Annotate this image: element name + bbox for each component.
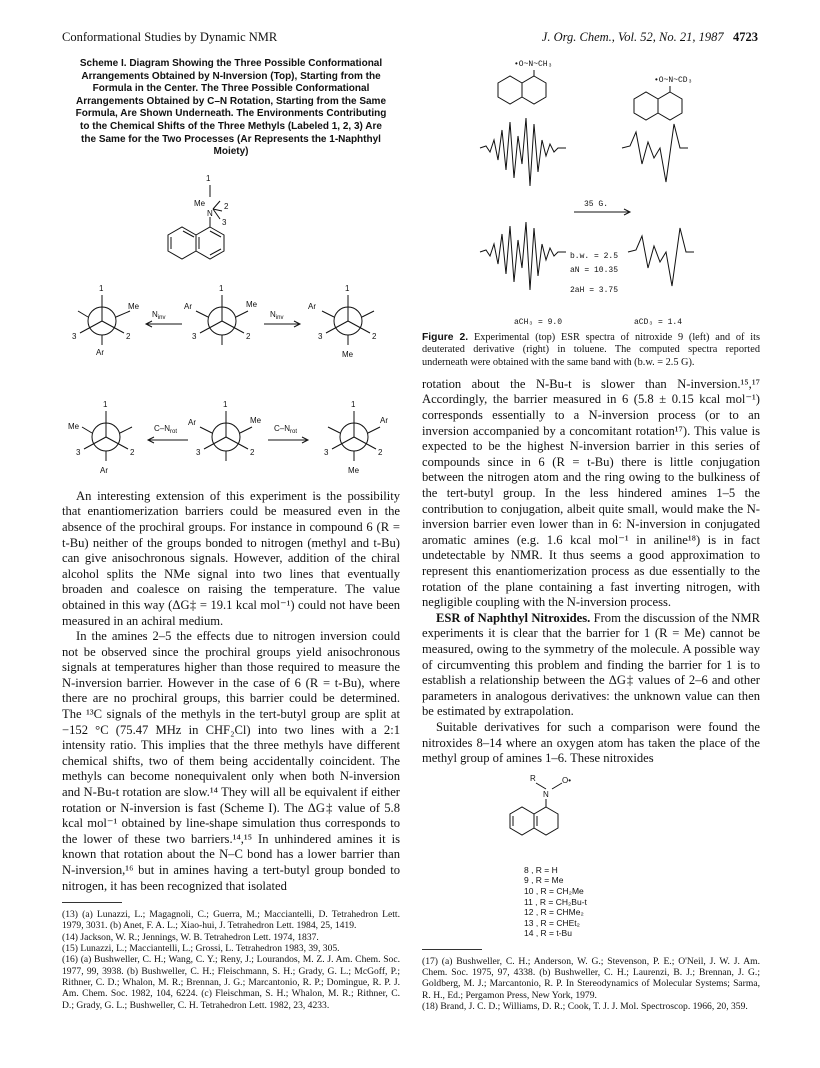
spectrum-calc-cd3 [628, 228, 694, 286]
label-1: 1 [206, 173, 211, 183]
figure-caption [422, 332, 760, 369]
spectrum-exp-cd3 [622, 124, 688, 182]
newman-1-label-me: Me [128, 301, 140, 311]
newman-5-label-me: Me [250, 415, 262, 425]
compound-11: 11 , R = CH₂Bu-t [524, 896, 587, 907]
page-number: 4723 [733, 30, 758, 44]
scale-label: 35 G. [584, 200, 609, 209]
running-header-title: Conformational Studies by Dynamic NMR [62, 30, 278, 44]
compound-10: 10 , R = CH₂Me [524, 885, 584, 896]
scheme-title: Scheme I. Diagram Showing the Three Possible Conformational Arrangements Obtained by N-Inversion (Top), Starting from the Formula in the Center. The Three Possible Conformational Arrangements Obtained by C–N Rotation, Starting from the Same Formula, Are Shown Underneath. The Environments Contributing to the Chemical Shifts of the Three Methyls (Labeled 1, 2, 3) Are the Same for the Two Processes (Ar Represents the 1-Naphthyl Moiety) [75, 58, 387, 158]
newman-3-label-1: 1 [345, 283, 350, 293]
structure-n-label: N [543, 789, 549, 799]
newman-2-label-me: Me [246, 299, 258, 309]
newman-6-label-2: 2 [378, 447, 383, 457]
newman-row-inversion [72, 284, 377, 359]
newman-1-label-ar: Ar [96, 347, 104, 357]
figure-caption-text: Experimental (top) ESR spectra of nitroxide 9 (left) and of its deuterated derivative (right) in toluene. The computed spectra reported underneath were obtained with the same band with (b.w. = 2.5 G). [422, 332, 761, 368]
arrow-label-cnrot-2: $C-N_{rot}$ [274, 423, 298, 435]
newman-1-label-3: 3 [72, 331, 77, 341]
arrow-label-ninv-1: $N_{inv}$ [152, 309, 166, 321]
right-body-text [422, 377, 760, 767]
compound-9: 9 , R = Me [524, 875, 564, 886]
footnote-17: (17) (a) Bushweller, C. H.; Anderson, W. G.; Stevenson, P. E.; O'Neil, J. W. J. Am. Chem. Soc. 1975, 97, 4338. (b) Bushweller, C. H.; Laurenzi, B. J.; Brennan, J. G.; Goldberg, M. J.; Marcantonio, R. P. In Stereodynamics of Molecular Systems; Sarma, R. H., Ed.; Pergamon Press, New York, 1979. [422, 955, 760, 1001]
compound-list [524, 865, 760, 939]
newman-4-label-2: 2 [130, 447, 135, 457]
newman-2-label-ar: Ar [184, 301, 192, 311]
nitroxide-ch3-label: •O~N~CH₃ [514, 60, 553, 69]
structure-r-label: R [530, 773, 536, 783]
spectrum-exp-ch3 [480, 118, 566, 186]
footnote-16: (16) (a) Bushweller, C. H.; Wang, C. Y.; Reny, J.; Lourandos, M. Z. J. Am. Chem. Soc. 1977, 99, 3938. (b) Bushweller, C. H.; Fleischmann, S. H.; Grady, G. L.; McGoff, P.; Rithner, C. D.; Whalon, M. R.; Brennan, J. G.; Marcantonio, R. P.; Domingue, R. P. J. Am. Chem. Soc. 1982, 104, 6224. (c) Fleischman, S. H.; Whalon, M. R.; Rithner, C. D.; Grady, G. L.; Bushweller, C. H. Tetrahedron Lett. 1982, 23, 4233. [62, 954, 400, 1011]
newman-5-label-3: 3 [196, 447, 201, 457]
paragraph-esr-text: From the discussion of the NMR experiments it is clear that the barrier for 1 (R = Me) cannot be measured, owing to the symmetry of the molecule. A possible way of circumventing this problem and finding the barrier for 1 is to establish a relationship between the ΔG‡ values of 2–6 and other parameters in analogous derivatives: the unknown value can then be estimated by extrapolation. [422, 610, 760, 719]
scheme-diagram [62, 161, 400, 481]
right-column [422, 52, 760, 1012]
figure-caption-label: Figure 2. [422, 332, 469, 343]
arrow-label-ninv-2: $N_{inv}$ [270, 309, 284, 321]
newman-3-label-ar: Ar [308, 301, 316, 311]
paragraph-rotation: rotation about the N-Bu-t is slower than N-inversion.¹⁵,¹⁷ Accordingly, the barrier measured in 6 (5.8 ± 0.15 kcal mol⁻¹) corresponds essentially to a N-inversion process (or to an inversion accompanied by a concomitant rotation¹⁷). This value is expected to be the highest N-inversion barrier in this series of compounds since in 6 (R = t-Bu) there is little conjugation between the nitrogen atom and the ring owing to the bulkiness of the tert-butyl group. In the less hindered amines 1–5 the contribution to conjugation, albeit quite small, would make the N-inversion barrier even lower than in 6: N-inversion in conjugated aromatic amines (e.g. 1.6 kcal mol⁻¹ in aniline¹⁸) is in fact undetectable by NMR. It thus seems a good approximation to represent this enantiomerization process as due essentially to the rotation of the plane containing a fast inverting nitrogen, with negligible coupling with the N-inversion process. [422, 376, 760, 610]
structure-o-label: O• [562, 775, 572, 785]
footnote-14: (14) Jackson, W. R.; Jennings, W. B. Tetrahedron Lett. 1974, 1837. [62, 931, 319, 943]
label-3: 3 [222, 217, 227, 227]
esr-spectra-figure [422, 52, 760, 332]
label-n: N [207, 208, 213, 218]
paragraph-nitroxides: Suitable derivatives for such a comparison were found the nitroxides 8–14 where an oxygen atom has taken the place of the methyl group of amines 1–6. These nitroxides [422, 719, 760, 766]
label-2: 2 [224, 201, 229, 211]
newman-4-label-3: 3 [76, 447, 81, 457]
arrow-label-cnrot-1: $C-N_{rot}$ [154, 423, 178, 435]
param-aCH3: aCH₃ = 9.0 [514, 318, 563, 327]
compound-13: 13 , R = CHEt₂ [524, 917, 580, 928]
newman-6-label-ar: Ar [380, 415, 388, 425]
paragraph-esr [422, 611, 760, 720]
param-bandwidth: b.w. = 2.5 [570, 252, 619, 261]
footnote-rule-right [422, 949, 482, 950]
newman-5-label-2: 2 [250, 447, 255, 457]
newman-1-label-2: 2 [126, 331, 131, 341]
footnote-13: (13) (a) Lunazzi, L.; Magagnoli, C.; Guerra, M.; Macciantelli, D. Tetrahedron Lett. 1979, 3031. (b) Anet, F. A. L.; Xiao-hui, J. Tetrahedron Lett. 1984, 25, 1419. [62, 909, 400, 932]
compound-8: 8 , R = H [524, 864, 558, 875]
newman-3-label-me: Me [342, 349, 354, 359]
newman-5-label-1: 1 [223, 399, 228, 409]
paragraph-amines-inversion: In the amines 2–5 the effects due to nitrogen inversion could not be observed since the prochiral groups yield anisochronous signals at temperatures higher than those required to measure the N-inversion barrier. However in the case of 6 (R = t-Bu), where there are no prochiral groups, this barrier could be determined. The ¹³C signals of the methyls in the tert-butyl group are split at −152 °C (75.47 MHz in CHF₂Cl) into two lines with a 2:1 intensity ratio. This implies that the three methyls have different chemical shifts, two of them being accidentally coincident. The methyls can become nonequivalent only when both N-inversion and N-Bu-t rotation are slow.¹⁴ They will all be equivalent if either rotation or N-inversion is fast (Scheme I). The ΔG‡ value of 5.8 kcal mol⁻¹ obtained by line-shape simulation thus corresponds to the lower of these two barriers.¹⁴,¹⁵ In unhindered amines it is known that rotation about the N–C bond has a lower barrier than N-inversion,¹⁶ but in amines having a tert-butyl group bonded to nitrogen, it has been recognized that isolated [62, 629, 400, 893]
nitroxide-series-structure [422, 769, 760, 865]
running-header-journal [542, 30, 758, 45]
paragraph-enantiomerization: An interesting extension of this experiment is the possibility that enantiomerization barriers could be measured even in the absence of the prochiral groups. For instance in compound 6 (R = t-Bu) neither of the groups bonded to nitrogen (methyl and t-Bu) can give anisochronous signals. However, addition of the chiral alcohol splits the NMe signal into two lines that eventually broaden and coalesce on raising the temperature. The value obtained in this way (ΔG‡ = 19.1 kcal mol⁻¹) could not have been measured in an achiral medium. [62, 488, 400, 628]
central-amine-structure [168, 174, 229, 259]
left-body-text [62, 489, 400, 894]
newman-5-label-ar: Ar [188, 417, 196, 427]
newman-row-rotation [68, 400, 388, 475]
compound-14: 14 , R = t-Bu [524, 928, 572, 939]
left-column [62, 52, 400, 1011]
param-aH: 2aH = 3.75 [570, 286, 619, 295]
newman-3-label-3: 3 [318, 331, 323, 341]
newman-6-label-3: 3 [324, 447, 329, 457]
footnote-15: (15) Lunazzi, L.; Macciantelli, L.; Grossi, L. Tetrahedron 1983, 39, 305. [62, 943, 340, 955]
param-aCD3: aCD₃ = 1.4 [634, 318, 683, 327]
newman-4-label-1: 1 [103, 399, 108, 409]
newman-4-label-ar: Ar [100, 465, 108, 475]
journal-citation: J. Org. Chem., Vol. 52, No. 21, 1987 [541, 30, 724, 44]
section-heading-esr: ESR of Naphthyl Nitroxides. [436, 610, 591, 625]
footnote-rule [62, 902, 122, 903]
spectrum-calc-ch3 [480, 222, 566, 290]
newman-2-label-3: 3 [192, 331, 197, 341]
compound-12: 12 , R = CHMe₂ [524, 907, 584, 918]
newman-6-label-me: Me [348, 465, 360, 475]
newman-4-label-me: Me [68, 421, 80, 431]
newman-1-label-1: 1 [99, 283, 104, 293]
newman-2-label-2: 2 [246, 331, 251, 341]
newman-6-label-1: 1 [351, 399, 356, 409]
newman-3-label-2: 2 [372, 331, 377, 341]
param-aN: aN = 10.35 [570, 266, 619, 275]
left-footnotes [62, 909, 400, 1011]
newman-2-label-1: 1 [219, 283, 224, 293]
label-me: Me [194, 198, 206, 208]
nitroxide-cd3-label: •O~N~CD₃ [654, 76, 693, 85]
right-footnotes [422, 956, 760, 1012]
footnote-18: (18) Brand, J. C. D.; Williams, D. R.; Cook, T. J. J. Mol. Spectroscop. 1966, 20, 359. [422, 1001, 748, 1013]
